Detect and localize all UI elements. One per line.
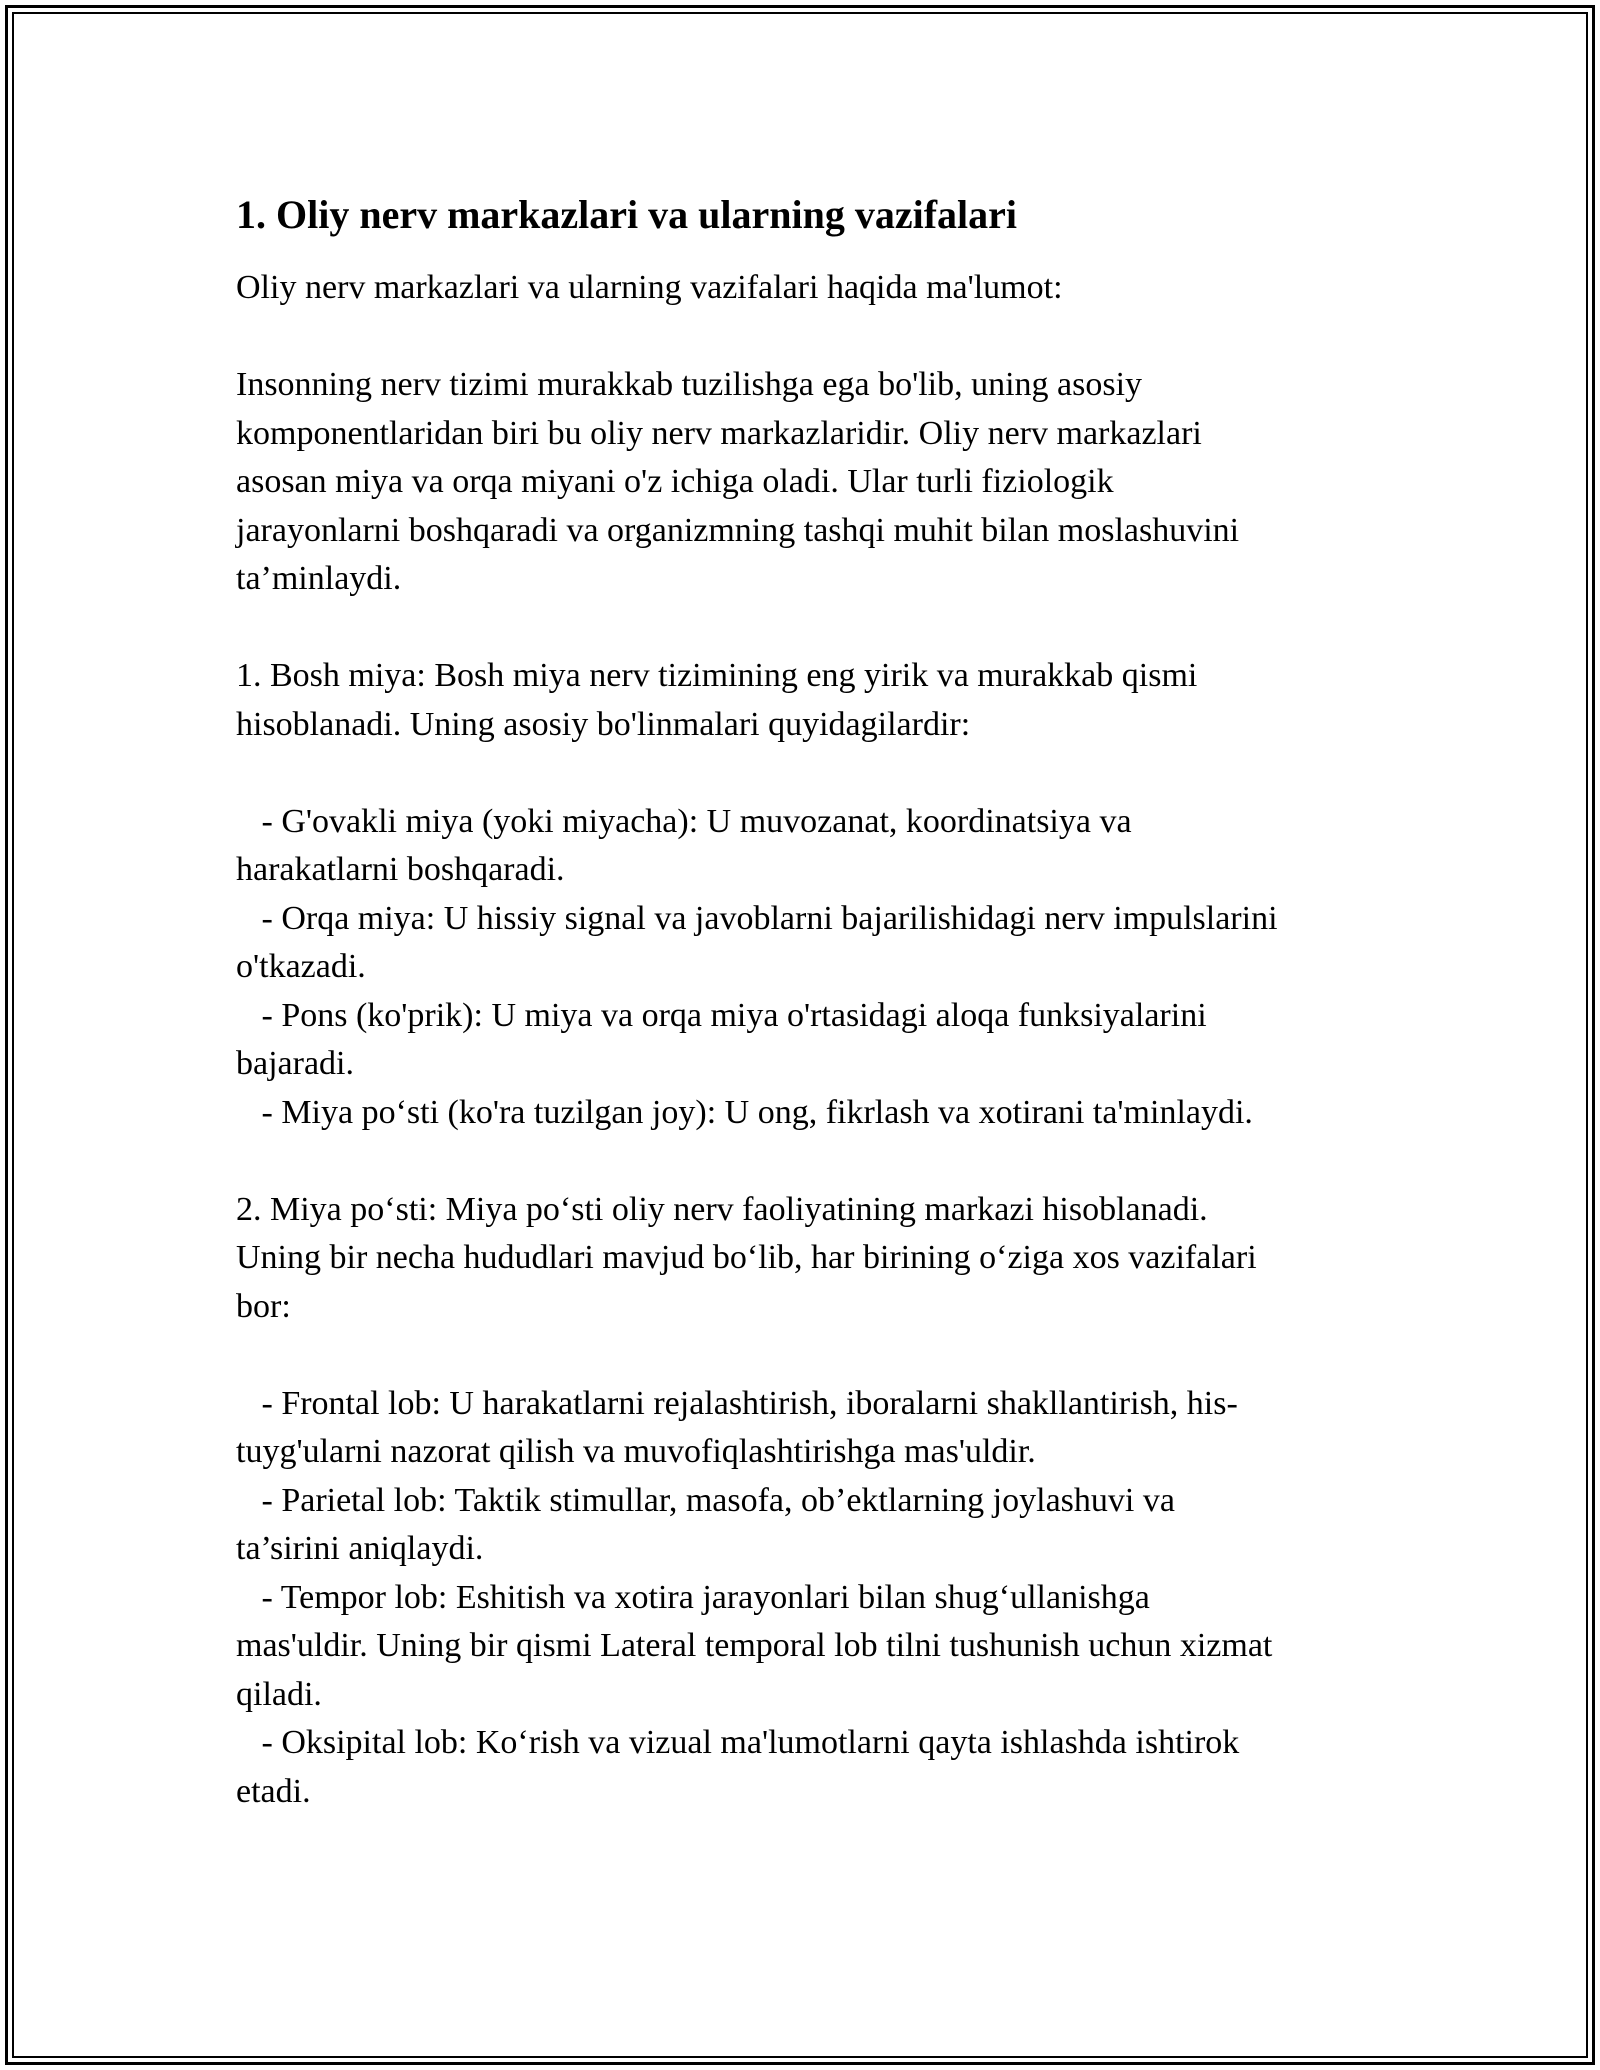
paragraph-nerve-system: Insonning nerv tizimi murakkab tuzilishga ega bo'lib, uning asosiy komponentlaridan biri bu oliy nerv markazlaridir. Oliy nerv markazlari asosan miya va orqa miyani o'z ichiga oladi. Ular turli fiziologik jarayonlarni boshqaradi va organizmning tashqi muhit bilan moslashuvini ta’minlaydi.	[236, 366, 1240, 597]
list-item: - Miya po‘sti (ko'ra tuzilgan joy): U ong, fikrlash va xotirani ta'minlaydi.	[236, 1093, 1253, 1131]
section-2-heading: 2. Miya po‘sti: Miya po‘sti oliy nerv faoliyatining markazi hisoblanadi. Uning bir necha hududlari mavjud bo‘lib, har birining o‘ziga xos vazifalari bor:	[236, 1190, 1257, 1325]
paragraph-gap	[236, 749, 1386, 798]
paragraph-gap	[236, 1137, 1386, 1186]
intro-line: Oliy nerv markazlari va ularning vazifalari haqida ma'lumot:	[236, 269, 1063, 306]
list-item: - Orqa miya: U hissiy signal va javoblarni bajarilishidagi nerv impulslarini o'tkazadi.	[236, 899, 1278, 985]
paragraph-gap	[236, 1331, 1386, 1380]
document-title: 1. Oliy nerv markazlari va ularning vazifalari	[236, 192, 1018, 237]
document-body	[236, 186, 1386, 1816]
list-item: - Tempor lob: Eshitish va xotira jarayonlari bilan shug‘ullanishga mas'uldir. Uning bir qismi Lateral temporal lob tilni tushunish uchun xizmat qiladi.	[236, 1578, 1273, 1713]
section-1-list	[236, 798, 1386, 1138]
list-item: - Pons (ko'prik): U miya va orqa miya o'rtasidagi aloqa funksiyalarini bajaradi.	[236, 996, 1207, 1082]
section-1-heading: 1. Bosh miya: Bosh miya nerv tizimining eng yirik va murakkab qismi hisoblanadi. Uning asosiy bo'linmalari quyidagilardir:	[236, 657, 1198, 743]
list-item: - Frontal lob: U harakatlarni rejalashtirish, iboralarni shakllantirish, his- tuyg'ularni nazorat qilish va muvofiqlashtirishga mas'uldir.	[236, 1384, 1238, 1470]
paragraph-gap	[236, 313, 1386, 362]
paragraph-gap	[236, 604, 1386, 653]
list-item: - Parietal lob: Taktik stimullar, masofa, ob’ektlarning joylashuvi va ta’sirini aniqlaydi.	[236, 1481, 1175, 1567]
list-item: - Oksipital lob: Ko‘rish va vizual ma'lumotlarni qayta ishlashda ishtirok etadi.	[236, 1724, 1240, 1810]
section-2-list	[236, 1380, 1386, 1817]
list-item: - G'ovakli miya (yoki miyacha): U muvozanat, koordinatsiya va harakatlarni boshqaradi.	[236, 802, 1132, 888]
